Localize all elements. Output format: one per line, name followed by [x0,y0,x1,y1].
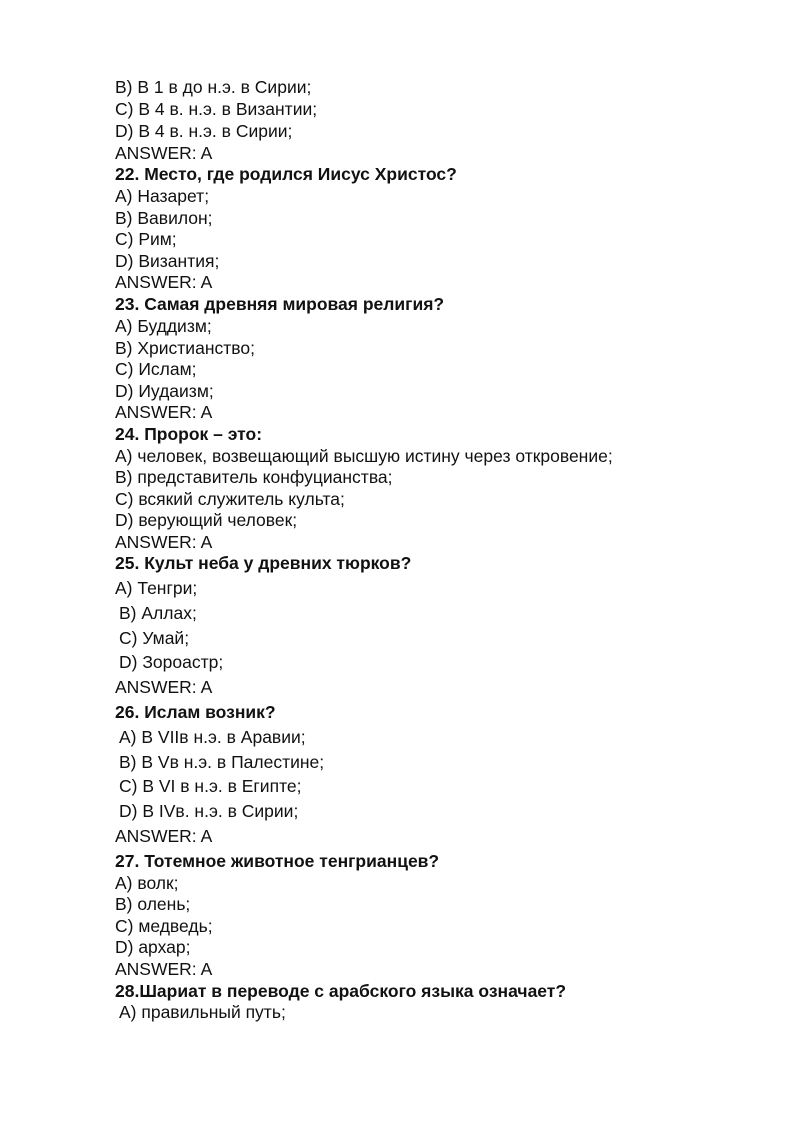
option-d-q23: D) Иудаизм; [115,381,214,401]
option-a-q28: A) правильный путь; [119,1002,286,1022]
option-b-q23: B) Христианство; [115,338,255,358]
option-c-q22: C) Рим; [115,229,177,249]
option-a-q22: A) Назарет; [115,186,210,206]
option-c-q24: C) всякий служитель культа; [115,489,345,509]
option-a-q26: A) В VIIв н.э. в Аравии; [119,727,306,747]
question-24: 24. Пророк – это: [115,424,263,444]
option-d-q22: D) Византия; [115,251,220,271]
option-a-q24: A) человек, возвещающий высшую истину через откровение; [115,446,613,466]
option-c-q23: C) Ислам; [115,359,197,379]
answer-q25: ANSWER: A [115,677,213,697]
answer-q24: ANSWER: A [115,532,213,552]
option-b-q27: B) олень; [115,894,191,914]
option-d-q27: D) архар; [115,937,191,957]
option-c-q21: C) В 4 в. н.э. в Византии; [115,99,318,119]
question-22: 22. Место, где родился Иисус Христос? [115,164,457,184]
answer-q22: ANSWER: A [115,272,213,292]
option-b-q24: B) представитель конфуцианства; [115,467,393,487]
answer-q27: ANSWER: A [115,959,213,979]
option-d-q24: D) верующий человек; [115,510,298,530]
option-a-q27: A) волк; [115,873,179,893]
question-28: 28.Шариат в переводе с арабского языка означает? [115,981,567,1001]
answer-q23: ANSWER: A [115,402,213,422]
option-c-q26: C) В VI в н.э. в Египте; [119,776,302,796]
option-c-q27: C) медведь; [115,916,213,936]
option-d-q25: D) Зороастр; [119,652,224,672]
option-b-q25: B) Аллах; [119,603,197,623]
option-b-q22: B) Вавилон; [115,208,213,228]
option-b-q21: B) В 1 в до н.э. в Сирии; [115,77,312,97]
question-27: 27. Тотемное животное тенгрианцев? [115,851,440,871]
answer-q21: ANSWER: A [115,143,213,163]
option-d-q21: D) В 4 в. н.э. в Сирии; [115,121,293,141]
question-23: 23. Самая древняя мировая религия? [115,294,445,314]
option-a-q23: A) Буддизм; [115,316,212,336]
question-26: 26. Ислам возник? [115,702,276,722]
option-c-q25: C) Умай; [119,628,190,648]
answer-q26: ANSWER: A [115,826,213,846]
question-25: 25. Культ неба у древних тюрков? [115,553,412,573]
option-b-q26: B) В Vв н.э. в Палестине; [119,752,325,772]
option-d-q26: D) В IVв. н.э. в Сирии; [119,801,299,821]
option-a-q25: A) Тенгри; [115,578,198,598]
